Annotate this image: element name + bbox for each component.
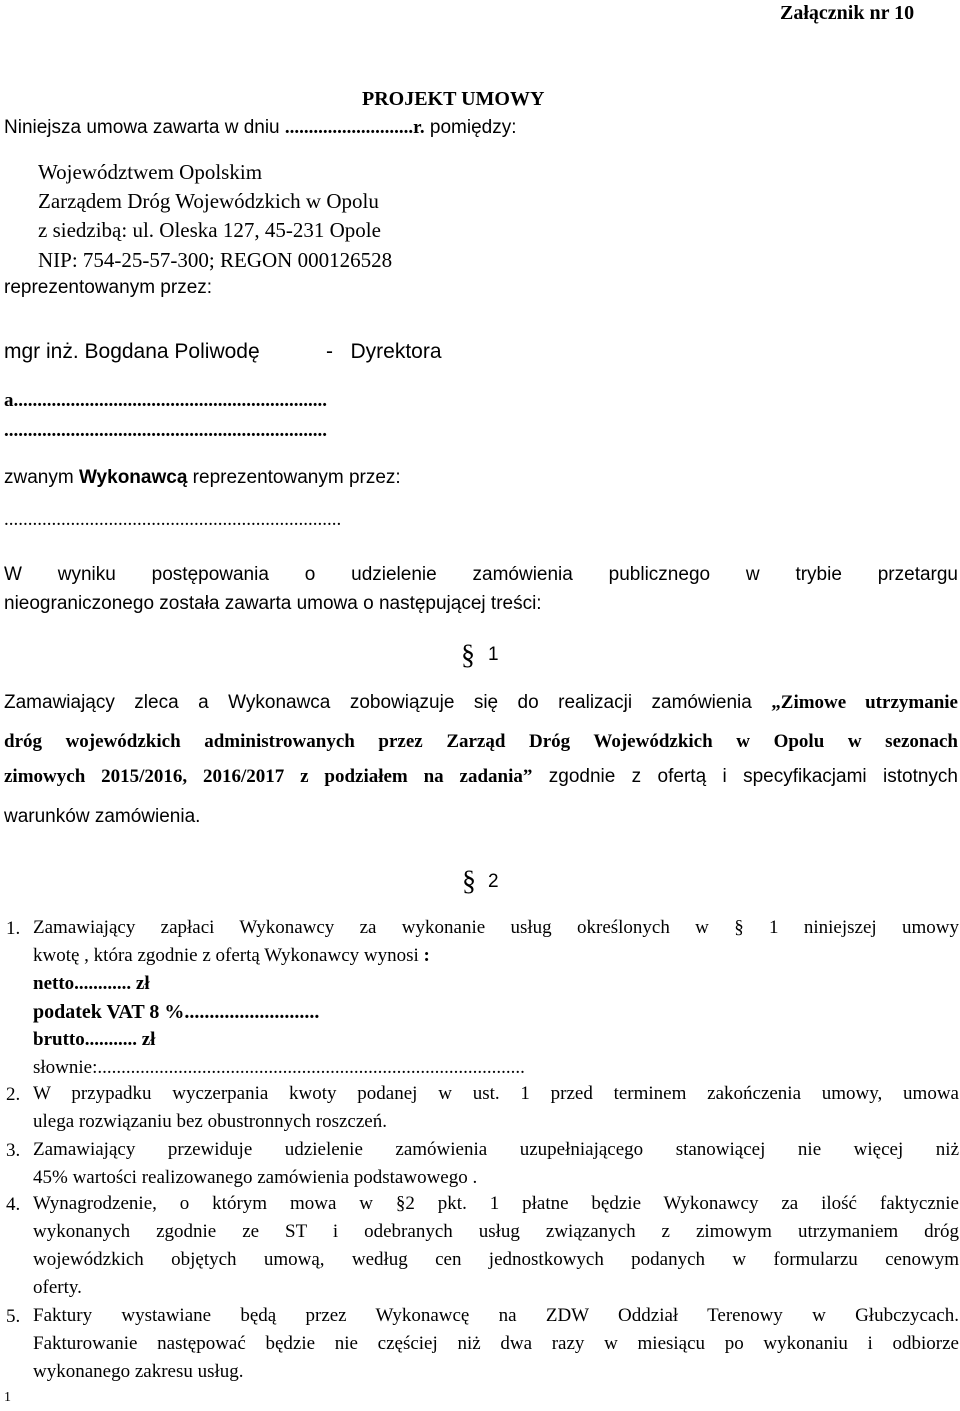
item-2	[33, 1080, 959, 1136]
party1-ids: NIP: 754-25-57-300; REGON 000126528	[38, 248, 393, 272]
item-3-line2: 45% wartości realizowanego zamówienia podstawowego .	[33, 1167, 478, 1188]
party2-called-line	[4, 467, 401, 489]
item-4-line2: wykonanych zgodnie ze ST i odebranych usług związanych z zimowym utrzymaniem dróg	[33, 1221, 959, 1242]
item-4-line1: Wynagrodzenie, o którym mowa w §2 pkt. 1 płatne będzie Wykonawcy za ilość faktycznie	[33, 1193, 959, 1214]
item-5-line3: wykonanego zakresu usług.	[33, 1361, 244, 1382]
item-2-line2: ulega rozwiązaniu bez obustronnych roszczeń.	[33, 1111, 387, 1132]
called-name: Wykonawcą	[78, 467, 188, 488]
item-5	[33, 1302, 959, 1386]
party2-rep-dots: .......................................................................	[4, 509, 342, 530]
item-number-2: 2.	[6, 1084, 21, 1105]
item-5-line2: Fakturowanie następować będzie nie częściej niż dwa razy w miesiącu po wykonaniu i odbiorze	[33, 1333, 959, 1354]
section1-line3	[4, 766, 958, 788]
section1-line1	[4, 692, 958, 714]
netto-line: netto............ zł	[33, 973, 150, 994]
page-number: 1	[4, 1390, 11, 1405]
item-1-line1: Zamawiający zapłaci Wykonawcy za wykonanie usług określonych w § 1 niniejszej umowy	[33, 917, 959, 938]
party1-represented-by: reprezentowanym przez:	[4, 277, 213, 298]
intro-suffix: pomiędzy:	[424, 117, 517, 138]
item-1-colon: :	[418, 945, 430, 966]
representative-name: mgr inż. Bogdana Poliwodę	[4, 340, 260, 363]
item-1	[33, 914, 959, 1082]
vat-line: podatek VAT 8 %...........................	[33, 1001, 320, 1023]
slownie-line: słownie:..........................................................................................	[33, 1057, 525, 1078]
party1-address: z siedzibą: ul. Oleska 127, 45-231 Opole	[38, 218, 381, 242]
item-number-1: 1.	[6, 918, 21, 939]
attachment-label: Załącznik nr 10	[780, 2, 915, 24]
item-4-line3: wojewódzkich objętych umową, według cen jednostkowych podanych w formularzu cenowym	[33, 1249, 959, 1270]
item-3	[33, 1136, 959, 1192]
item-number-3: 3.	[6, 1140, 21, 1161]
party2-a-line: a..................................................................	[4, 390, 327, 411]
section1-open-quote: „	[771, 692, 781, 713]
date-blank: ...........................r.	[284, 117, 425, 138]
party1-name: Województwem Opolskim	[38, 160, 263, 184]
section1-line3-text: zgodnie z ofertą i specyfikacjami istotnych	[532, 766, 958, 787]
section-mark-1: §	[461, 640, 475, 671]
intro-line	[4, 117, 516, 139]
section1-subject-start: Zimowe utrzymanie	[780, 692, 958, 713]
item-5-line1: Faktury wystawiane będą przez Wykonawcę na ZDW Oddział Terenowy w Głubczycach.	[33, 1305, 959, 1326]
item-3-line1: Zamawiający przewiduje udzielenie zamówienia uzupełniającego stanowiącej nie więcej niż	[33, 1139, 959, 1160]
preamble-line2: nieograniczonego została zawarta umowa o następującej treści:	[4, 593, 542, 614]
brutto-line: brutto........... zł	[33, 1029, 156, 1050]
party1-authority: Zarządem Dróg Wojewódzkich w Opolu	[38, 189, 379, 213]
item-2-line1: W przypadku wyczerpania kwoty podanej w ust. 1 przed terminem zakończenia umowy, umowa	[33, 1083, 959, 1104]
item-4-line4: oferty.	[33, 1277, 82, 1298]
item-1-line2-text: kwotę , która zgodnie z ofertą Wykonawcy wynosi	[33, 945, 419, 966]
called-prefix: zwanym	[4, 467, 79, 488]
section1-line2: dróg wojewódzkich administrowanych przez Zarząd Dróg Wojewódzkich w Opolu w sezonach	[4, 731, 958, 752]
section1-line4: warunków zamówienia.	[4, 806, 201, 827]
party2-dots-line: ....................................................................	[4, 420, 327, 441]
section1-close-quote: ”	[522, 766, 533, 787]
section-number-1: 1	[488, 644, 499, 665]
intro-prefix: Niniejsza umowa zawarta w dniu	[4, 117, 285, 138]
preamble-line1: W wyniku postępowania o udzielenie zamówienia publicznego w trybie przetargu	[4, 564, 958, 585]
section-number-2: 2	[488, 871, 499, 892]
item-4	[33, 1190, 959, 1302]
document-title: PROJEKT UMOWY	[362, 88, 545, 110]
item-1-line2	[33, 942, 959, 970]
representative-role: - Dyrektora	[326, 340, 442, 363]
called-suffix: reprezentowanym przez:	[187, 467, 401, 488]
item-number-4: 4.	[6, 1194, 21, 1215]
item-number-5: 5.	[6, 1306, 21, 1327]
section-mark-2: §	[462, 866, 476, 897]
section1-subject-end: zimowych 2015/2016, 2016/2017 z podziałem na zadania	[4, 766, 523, 787]
section1-line1-text: Zamawiający zleca a Wykonawca zobowiązuje się do realizacji zamówienia	[4, 692, 772, 713]
